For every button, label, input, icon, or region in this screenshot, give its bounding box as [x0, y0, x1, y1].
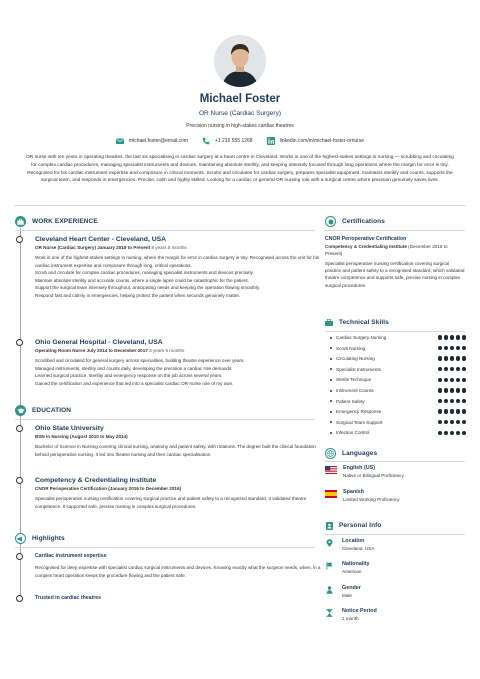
skill-row [330, 367, 466, 372]
skill-label: Sterile Technique [336, 377, 372, 383]
person-icon [326, 586, 333, 594]
skill-label: Circulating Nursing [336, 356, 375, 362]
skills-heading [325, 317, 389, 328]
bullet-icon [330, 379, 332, 381]
rating-dot [444, 335, 448, 339]
skill-name [330, 388, 374, 393]
rating-dot [456, 420, 460, 424]
personal-value: 1 month [342, 616, 359, 621]
bullet-icon [330, 400, 332, 402]
language-level: Limited Working Proficiency [343, 497, 400, 502]
skill-rating [438, 431, 466, 435]
skill-rating [438, 367, 466, 371]
skill-rating [438, 420, 466, 424]
toolbox-icon [325, 317, 333, 328]
rating-dot [462, 335, 466, 339]
skill-name [330, 346, 365, 351]
timeline-dot [16, 477, 23, 484]
skill-name [330, 335, 386, 340]
bullet-icon [330, 358, 332, 360]
rating-dot [444, 346, 448, 350]
highlight-description: Recognised for deep expertise with specialist cardiac surgical instruments and devices. Knowing exactly what the surgeon needs, when, in a complex heart operation keeps the procedure flowing and the patient safe. [35, 565, 321, 578]
rating-dot [450, 388, 454, 392]
job-description: Scrubbed and circulated for general surgery across specialities, building theatre experience over years. Managed instruments, sterility and counts daily, developing the precision a cardiac role demands. Learned surgical practice, sterility and emergency response on the job across several years. Gained the certification and experience that led into a specialist cardiac OR-nurse role of my own. [35, 358, 245, 386]
skill-rating [438, 399, 466, 403]
graduation-cap-icon [15, 405, 26, 416]
rating-dot [462, 399, 466, 403]
highlight-title: Cardiac instrument expertise [35, 553, 107, 559]
rating-dot [438, 346, 442, 350]
bullet-icon [330, 421, 332, 423]
rating-dot [444, 378, 448, 382]
rating-dot [456, 399, 460, 403]
rating-dot [438, 356, 442, 360]
contact-bar [0, 137, 480, 145]
rating-dot [438, 335, 442, 339]
spain-flag-icon [325, 490, 337, 498]
skill-name [330, 377, 371, 382]
education-description: Specialist perioperative nursing certification covering surgical practice and patient safety to a recognised standard. It validated theatre competence. It supported safe, precise nursing in complex surgical procedures. [35, 496, 307, 509]
certification-entry [325, 236, 465, 289]
rating-dot [444, 409, 448, 413]
job-description: Work in one of the highest-stakes settings in nursing, where the margin for error in cardiac surgery is tiny. Recognised across the unit for his cardiac instrument expertise and composure through long, critical operations. Scrub and circulate for complex cardiac procedures, managing specialist instruments and devices precisely. Maintain absolute sterility and accurate counts, where a single lapse could be catastrophic for the patient. Support the surgical team intensely throughout, anticipating needs and keeping the operation flowing smoothly. Respond fast and calmly in emergencies, helping protect the patient when seconds genuinely matter. [35, 255, 320, 298]
timeline-dot [16, 595, 23, 602]
timeline-dot [16, 553, 23, 560]
rating-dot [456, 388, 460, 392]
job-role-dates: Operating Room Nurse July 2014 to December 2017 3 years 6 months [35, 348, 185, 353]
certificate-icon [325, 216, 336, 227]
bullet-icon [330, 337, 332, 339]
email-text: michael.foster@email.com [128, 138, 188, 144]
globe-icon [325, 448, 336, 459]
certifications-title: Certifications [342, 218, 385, 225]
personal-label: Gender [342, 585, 361, 591]
personal-label: Nationality [342, 561, 370, 567]
rating-dot [456, 409, 460, 413]
rating-dot [456, 431, 460, 435]
skill-rating [438, 409, 466, 413]
rating-dot [438, 367, 442, 371]
flag-icon [326, 562, 333, 570]
language-level: Native or Bilingual Proficiency [343, 473, 404, 478]
rating-dot [456, 367, 460, 371]
rating-dot [450, 420, 454, 424]
personal-value: Cleveland, USA [342, 546, 375, 551]
rating-dot [438, 399, 442, 403]
rating-dot [450, 431, 454, 435]
skill-label: Surgical Team Support [336, 419, 383, 425]
rating-dot [462, 409, 466, 413]
skill-label: Infection Control [336, 430, 370, 436]
personal-info-heading [325, 520, 381, 531]
skill-rating [438, 356, 466, 360]
work-experience-title: WORK EXPERIENCE [32, 218, 98, 225]
phone-icon [202, 137, 210, 145]
school-name: Competency & Credentialing Institute [35, 477, 157, 484]
rating-dot [462, 431, 466, 435]
briefcase-icon [15, 216, 26, 227]
language-spanish [325, 489, 400, 502]
linkedin-icon [267, 137, 275, 145]
personal-nationality [326, 561, 370, 574]
job-entry-2 [35, 339, 327, 387]
skill-name [330, 409, 381, 414]
skill-row [330, 377, 466, 382]
rating-dot [444, 388, 448, 392]
language-name: English (US) [343, 465, 376, 471]
skill-row [330, 430, 466, 435]
rating-dot [450, 399, 454, 403]
rating-dot [450, 378, 454, 382]
rating-dot [438, 420, 442, 424]
skill-row [330, 388, 466, 393]
education-heading [15, 405, 71, 416]
bullet-icon [330, 347, 332, 349]
certification-description: Specialist perioperative nursing certification covering surgical practice and patient safety to a recognised standard, which validated theatre competence and supports safe, precise nursing in complex surgical procedures. [325, 261, 465, 288]
education-title: EDUCATION [32, 407, 72, 414]
tagline: Precision nursing in high-stakes cardiac theatres [186, 123, 294, 129]
rating-dot [462, 356, 466, 360]
candidate-name: Michael Foster [199, 93, 281, 105]
job-role-dates: OR Nurse (Cardiac Surgery) January 2018 to Present 8 years 5 months [35, 245, 187, 250]
rating-dot [438, 378, 442, 382]
rating-dot [462, 420, 466, 424]
degree-dates: CNOR Perioperative Certification (January 2016 to December 2016) [35, 486, 182, 491]
language-name: Spanish [343, 489, 364, 495]
skill-row [330, 420, 466, 425]
rating-dot [438, 431, 442, 435]
language-english [325, 465, 404, 478]
map-pin-icon [326, 539, 333, 547]
personal-gender [326, 585, 361, 598]
rating-dot [456, 356, 460, 360]
job-title: OR Nurse (Cardiac Surgery) [199, 110, 281, 117]
rating-dot [450, 409, 454, 413]
certifications-heading [325, 216, 385, 227]
skill-label: Scrub Nursing [336, 345, 366, 351]
job-entry-1 [35, 236, 327, 300]
education-entry-1 [35, 425, 327, 458]
skills-title: Technical Skills [339, 319, 389, 326]
personal-value: Male [342, 593, 352, 598]
skill-label: Patient Safety [336, 398, 365, 404]
bullet-icon [330, 368, 332, 370]
skill-name [330, 420, 382, 425]
languages-title: Languages [342, 450, 378, 457]
us-flag-icon [325, 466, 337, 474]
highlight-entry-1 [35, 560, 327, 579]
skill-label: Instrument Counts [336, 388, 374, 393]
rating-dot [450, 335, 454, 339]
skill-name [330, 399, 365, 404]
header-divider [14, 205, 466, 206]
rating-dot [438, 388, 442, 392]
personal-location [326, 538, 374, 551]
skill-rating [438, 388, 466, 392]
bullet-icon [330, 411, 332, 413]
rating-dot [456, 378, 460, 382]
skill-rating [438, 346, 466, 350]
email-contact[interactable] [116, 137, 188, 145]
highlights-title: Highlights [32, 535, 65, 542]
hourglass-icon [326, 609, 333, 617]
skill-name [330, 356, 375, 361]
timeline-dot [16, 236, 23, 243]
skill-name [330, 367, 381, 372]
work-experience-heading [15, 216, 98, 227]
languages-heading [325, 448, 377, 459]
skill-row [330, 356, 466, 361]
personal-value: American [342, 569, 362, 574]
rating-dot [450, 367, 454, 371]
timeline-dot [16, 339, 23, 346]
highlights-rule [15, 547, 315, 548]
school-name: Ohio State University [35, 425, 104, 432]
certification-issuer: Competency & Credentialing Institute (December 2016 to Present) [325, 244, 448, 256]
id-card-icon [325, 520, 333, 531]
skill-name [330, 430, 369, 435]
rating-dot [450, 346, 454, 350]
linkedin-contact[interactable] [267, 137, 364, 145]
rating-dot [444, 356, 448, 360]
skills-rule [325, 331, 465, 332]
degree-dates: BSN in Nursing (August 2010 to May 2014) [35, 434, 128, 439]
rating-dot [444, 420, 448, 424]
rating-dot [444, 367, 448, 371]
education-entry-2 [35, 477, 327, 510]
phone-contact[interactable] [202, 137, 253, 145]
job-employer: Ohio General Hospital - Cleveland, USA [35, 339, 163, 346]
rating-dot [450, 356, 454, 360]
rating-dot [438, 409, 442, 413]
skill-rating [438, 335, 466, 339]
rating-dot [462, 367, 466, 371]
certifications-rule [325, 230, 465, 231]
skill-label: Specialist Instruments [336, 366, 381, 372]
skill-row [330, 399, 466, 404]
skill-label: Cardiac Surgery Nursing [336, 335, 387, 340]
skill-rating [438, 378, 466, 382]
education-rule [15, 419, 315, 420]
skill-row [330, 335, 466, 340]
timeline-dot [16, 425, 23, 432]
rating-dot [444, 431, 448, 435]
megaphone-icon [15, 533, 26, 544]
skill-row [330, 409, 466, 414]
rating-dot [444, 399, 448, 403]
phone-text: +1 216 555 1268 [214, 138, 253, 144]
rating-dot [456, 335, 460, 339]
certification-title: CNOR Perioperative Certification [325, 236, 407, 242]
personal-label: Notice Period [342, 608, 377, 614]
bullet-icon [330, 390, 332, 392]
work-experience-rule [15, 230, 315, 231]
personal-info-rule [325, 534, 465, 535]
personal-info-title: Personal Info [339, 522, 382, 529]
highlight-title: Trusted in cardiac theatres [35, 595, 102, 601]
bullet-icon [330, 432, 332, 434]
personal-notice-period [326, 608, 377, 621]
education-description: Bachelor of Science in Nursing covering clinical nursing, anatomy and patient safety, with rotations. The degree built the clinical foundation behind perioperative nursing. It led into theatre nursing and then cardiac specialisation. [35, 444, 316, 457]
languages-rule [325, 461, 465, 462]
skill-label: Emergency Response [336, 409, 382, 415]
highlights-heading [15, 533, 65, 544]
rating-dot [462, 346, 466, 350]
rating-dot [462, 388, 466, 392]
rating-dot [462, 378, 466, 382]
linkedin-text: linkedin.com/in/michael-foster-ornurse [279, 138, 365, 144]
job-employer: Cleveland Heart Center - Cleveland, USA [35, 236, 167, 243]
personal-label: Location [342, 538, 365, 544]
rating-dot [456, 346, 460, 350]
skill-row [330, 346, 466, 351]
profile-photo [214, 35, 266, 87]
profile-summary: OR nurse with ten years in operating theatres, the last six specialising in cardiac surgery at a heart centre in Cleveland. Works in one of the highest-stakes settings in nursing — scrubbing and circulating for complex cardiac procedures, managing specialist instruments and devices, maintaining absolute sterility, and keeping intensely focused through long operations where the margin for error is tiny. Recognised for his cardiac instrument expertise and composure in critical moments. Scrubs and circulates for cardiac surgery, prepares specialist equipment, maintains sterility and counts, supports the surgical team, and responds in emergencies. Precise, calm and highly skilled. Looking for a cardiac or general OR nursing role with a surgical centre where precision genuinely saves lives. [26, 155, 454, 184]
email-icon [116, 137, 124, 145]
